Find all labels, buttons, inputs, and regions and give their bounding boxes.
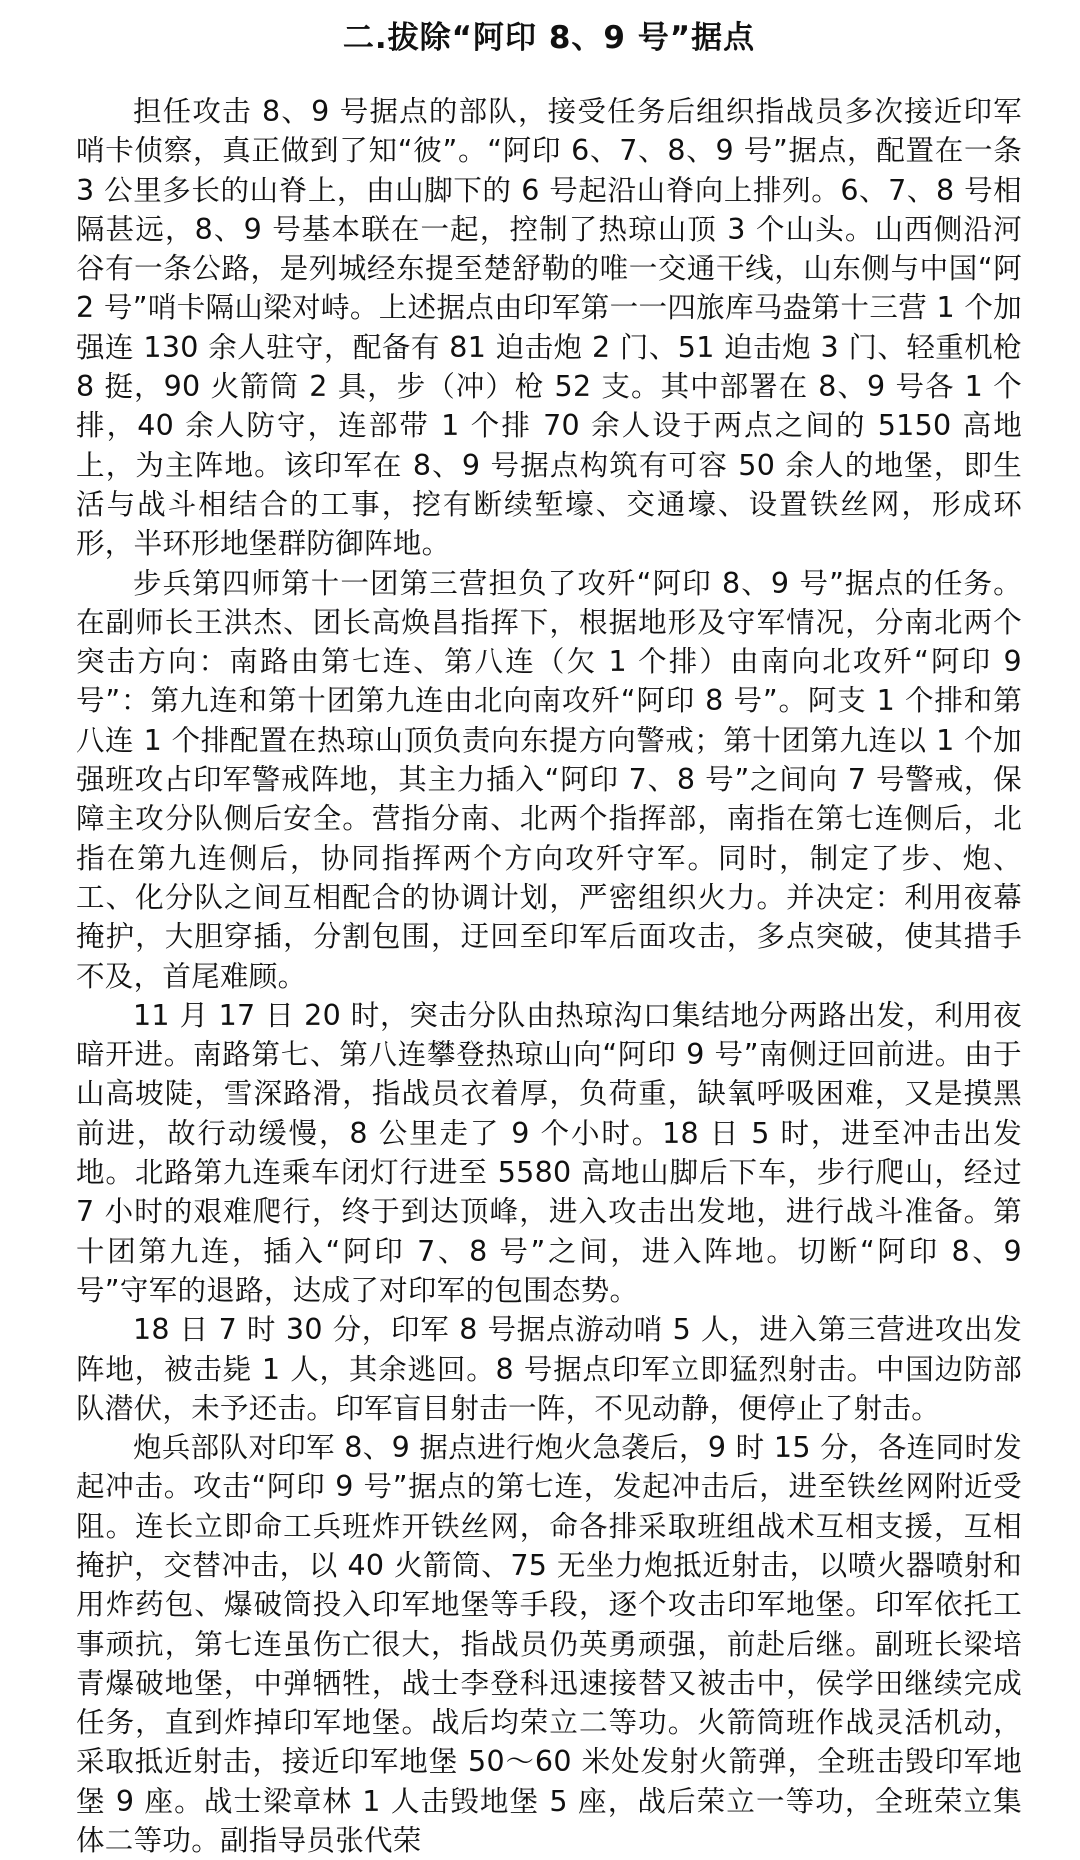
- article-body: [76, 92, 1022, 1860]
- paragraph-sentry-encounter: 18 日 7 时 30 分，印军 8 号据点游动哨 5 人，进入第三营进攻出发阵地，被击毙 1 人，其余逃回。8 号据点印军立即猛烈射击。中国边防部队潜伏，未予还击。印军盲目射击一阵，不见动静，便停止了射击。: [76, 1313, 1022, 1425]
- paragraph-assault: 炮兵部队对印军 8、9 据点进行炮火急袭后，9 时 15 分，各连同时发起冲击。攻击“阿印 9 号”据点的第七连，发起冲击后，进至铁丝网附近受阻。连长立即命工兵班炸开铁丝网，命各排采取班组战术互相支援，互相掩护，交替冲击，以 40 火箭筒、75 无坐力炮抵近射击，以喷火器喷射和用炸药包、爆破筒投入印军地堡等手段，逐个攻击印军地堡。印军依托工事顽抗，第七连虽伤亡很大，指战员仍英勇顽强，前赴后继。副班长梁培青爆破地堡，中弹牺牲，战士李登科迅速接替又被击中，侯学田继续完成任务，直到炸掉印军地堡。战后均荣立二等功。火箭筒班作战灵活机动，采取抵近射击，接近印军地堡 50～60 米处发射火箭弹，全班击毁印军地堡 9 座。战士梁章林 1 人击毁地堡 5 座，战后荣立一等功，全班荣立集体二等功。副指导员张代荣: [76, 1431, 1022, 1858]
- paragraph-night-march: 11 月 17 日 20 时，突击分队由热琼沟口集结地分两路出发，利用夜暗开进。南路第七、第八连攀登热琼山向“阿印 9 号”南侧迂回前进。由于山高坡陡，雪深路滑，指战员衣着厚，负荷重，缺氧呼吸困难，又是摸黑前进，故行动缓慢，8 公里走了 9 个小时。18 日 5 时，进至冲击出发地。北路第九连乘车闭灯行进至 5580 高地山脚后下车，步行爬山，经过 7 小时的艰难爬行，终于到达顶峰，进入攻击出发地，进行战斗准备。第十团第九连，插入“阿印 7、8 号”之间，进入阵地。切断“阿印 8、9 号”守军的退路，达成了对印军的包围态势。: [76, 998, 1022, 1307]
- paragraph-attack-plan: 步兵第四师第十一团第三营担负了攻歼“阿印 8、9 号”据点的任务。在副师长王洪杰、团长高焕昌指挥下，根据地形及守军情况，分南北两个突击方向：南路由第七连、第八连（欠 1 个排）由南向北攻歼“阿印 9 号”：第九连和第十团第九连由北向南攻歼“阿印 8 号”。阿支 1 个排和第八连 1 个排配置在热琼山顶负责向东提方向警戒；第十团第九连以 1 个加强班攻占印军警戒阵地，其主力插入“阿印 7、8 号”之间向 7 号警戒，保障主攻分队侧后安全。营指分南、北两个指挥部，南指在第七连侧后，北指在第九连侧后，协同指挥两个方向攻歼守军。同时，制定了步、炮、工、化分队之间互相配合的协调计划，严密组织火力。并决定：利用夜幕掩护，大胆穿插，分割包围，迂回至印军后面攻击，多点突破，使其措手不及，首尾难顾。: [76, 566, 1022, 993]
- section-title: 二.拔除“阿印 8、9 号”据点: [342, 20, 756, 56]
- paragraph-defense-layout: 担任攻击 8、9 号据点的部队，接受任务后组织指战员多次接近印军哨卡侦察，真正做到了知“彼”。“阿印 6、7、8、9 号”据点，配置在一条 3 公里多长的山脊上，由山脚下的 6 号起沿山脊向上排列。6、7、8 号相隔甚远，8、9 号基本联在一起，控制了热琼山顶 3 个山头。山西侧沿河谷有一条公路，是列城经东提至楚舒勒的唯一交通干线，山东侧与中国“阿 2 号”哨卡隔山梁对峙。上述据点由印军第一一四旅库马盎第十三营 1 个加强连 130 余人驻守，配备有 81 迫击炮 2 门、51 迫击炮 3 门、轻重机枪 8 挺，90 火箭筒 2 具，步（冲）枪 52 支。其中部署在 8、9 号各 1 个排，40 余人防守，连部带 1 个排 70 余人设于两点之间的 5150 高地上，为主阵地。该印军在 8、9 号据点构筑有可容 50 余人的地堡，即生活与战斗相结合的工事，挖有断续堑壕、交通壕、设置铁丝网，形成环形，半环形地堡群防御阵地。: [76, 95, 1022, 561]
